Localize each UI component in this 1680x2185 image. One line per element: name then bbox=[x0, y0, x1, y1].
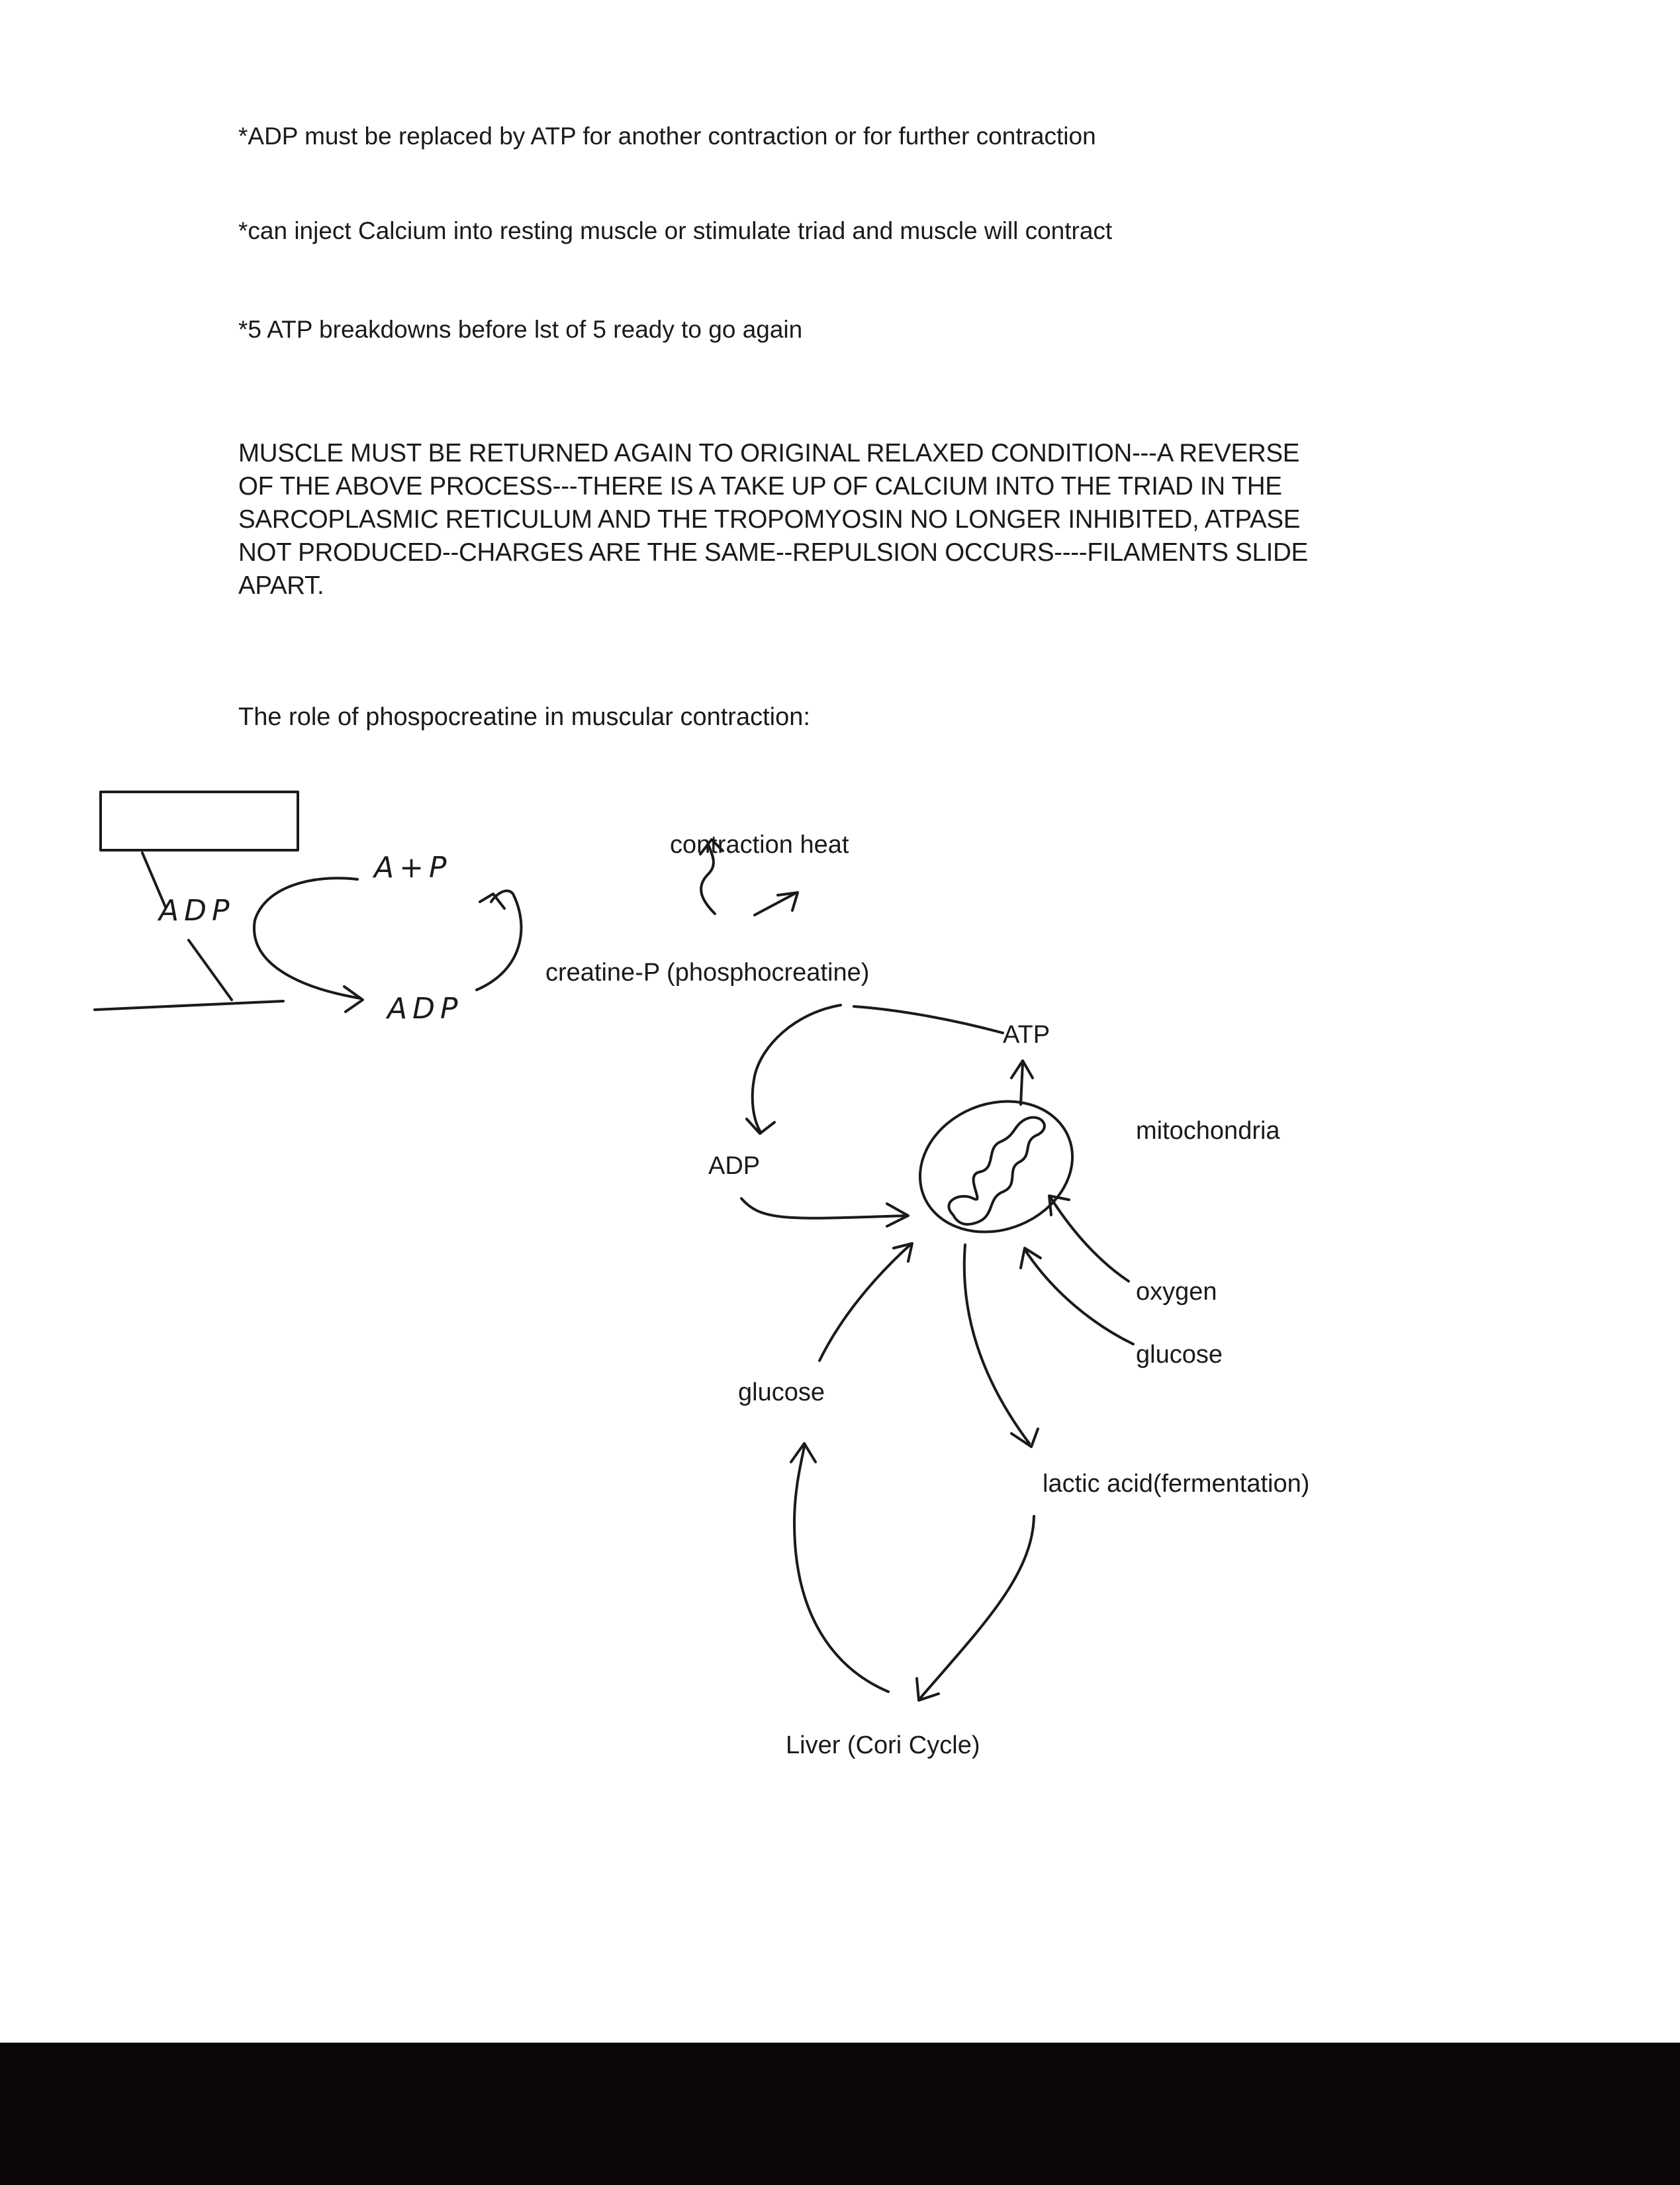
note-atp-breakdowns: *5 ATP breakdowns before lst of 5 ready to go again bbox=[238, 316, 803, 343]
paragraph-line: NOT PRODUCED--CHARGES ARE THE SAME--REPULSION OCCURS----FILAMENTS SLIDE bbox=[238, 538, 1308, 567]
arc-creatine-atp bbox=[854, 1006, 1003, 1033]
label-adp: ADP bbox=[708, 1152, 761, 1180]
mitochondrion-outline bbox=[900, 1079, 1092, 1255]
adp-to-mito-arrow bbox=[741, 1198, 907, 1218]
mito-to-lactic-arrow bbox=[964, 1245, 1029, 1443]
note-adp-replaced: *ADP must be replaced by ATP for another contraction or for further contraction bbox=[238, 122, 1096, 150]
lactic-to-liver-arrow bbox=[920, 1516, 1034, 1698]
scan-bottom-border bbox=[0, 2043, 1680, 2185]
paragraph-line: APART. bbox=[238, 571, 324, 600]
sketch-box bbox=[101, 792, 298, 850]
heat-arrow-straight bbox=[755, 894, 794, 915]
paragraph-line: SARCOPLASMIC RETICULUM AND THE TROPOMYOSIN NO LONGER INHIBITED, ATPASE bbox=[238, 505, 1301, 534]
paragraph-line: OF THE ABOVE PROCESS---THERE IS A TAKE UP OF CALCIUM INTO THE TRIAD IN THE bbox=[238, 472, 1282, 501]
mito-to-atp-arrow bbox=[1021, 1063, 1023, 1104]
handwritten-atp-top: A+P bbox=[374, 851, 452, 885]
label-lactic-acid: lactic acid(fermentation) bbox=[1043, 1470, 1310, 1498]
label-oxygen: oxygen bbox=[1136, 1278, 1217, 1306]
label-glucose-left: glucose bbox=[738, 1379, 825, 1406]
glucose-to-mito-arrow bbox=[1026, 1251, 1133, 1344]
liver-to-glucose-arrow bbox=[794, 1447, 888, 1692]
label-creatine-p: creatine-P (phosphocreatine) bbox=[545, 959, 870, 987]
label-contraction-heat: contraction heat bbox=[670, 831, 849, 859]
handwritten-adp-left: ADP bbox=[159, 894, 235, 928]
cycle-arrow-left bbox=[254, 878, 361, 998]
section-heading: The role of phospocreatine in muscular contraction: bbox=[238, 703, 810, 731]
arc-creatine-adp bbox=[753, 1005, 841, 1131]
oxygen-to-mito-arrow bbox=[1051, 1198, 1129, 1281]
paragraph-line: MUSCLE MUST BE RETURNED AGAIN TO ORIGINAL RELAXED CONDITION---A REVERSE bbox=[238, 439, 1300, 467]
glucose-left-to-mito-arrow bbox=[819, 1245, 910, 1361]
note-calcium-inject: *can inject Calcium into resting muscle or stimulate triad and muscle will contract bbox=[238, 217, 1113, 244]
handwritten-adp-bottom: ADP bbox=[387, 992, 463, 1026]
cycle-arrowhead-left bbox=[344, 987, 363, 1012]
label-mitochondria: mitochondria bbox=[1136, 1117, 1280, 1145]
mitochondrion-cristae bbox=[949, 1118, 1044, 1224]
cycle-arrow-right bbox=[477, 891, 521, 990]
sketch-diagonal-lower bbox=[189, 940, 232, 1000]
sketch-baseline bbox=[95, 1001, 283, 1010]
label-liver: Liver (Cori Cycle) bbox=[786, 1731, 980, 1759]
label-atp: ATP bbox=[1003, 1021, 1050, 1049]
arrowhead-to-adp bbox=[747, 1119, 774, 1134]
label-glucose-right: glucose bbox=[1136, 1341, 1223, 1369]
